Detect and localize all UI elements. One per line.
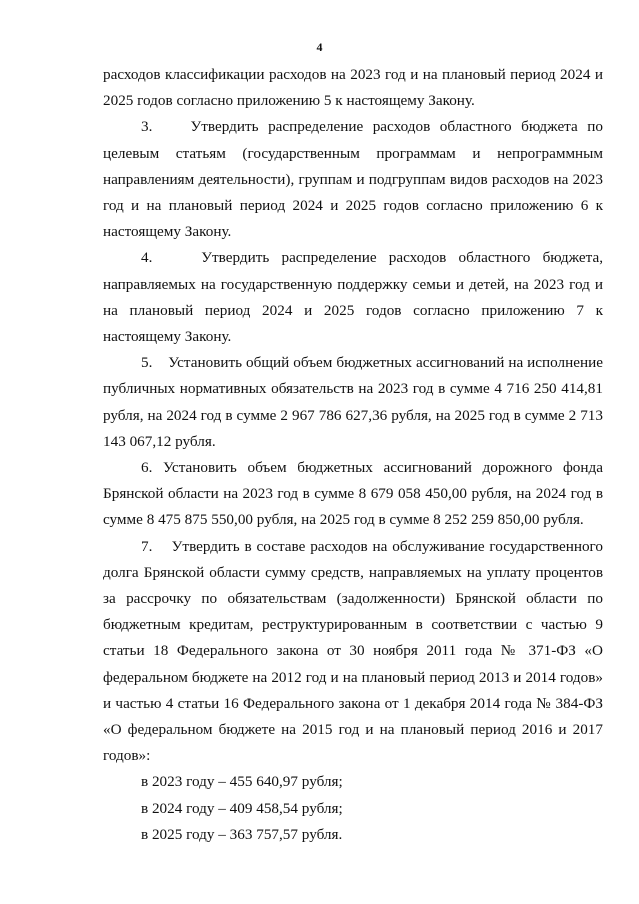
amount-2023: в 2023 году – 455 640,97 рубля; (141, 773, 343, 791)
page-number: 4 (316, 40, 323, 54)
paragraph-item-3: 3. Утвердить распределение расходов областного бюджета по целевым статьям (государственным программам и непрограммным направлениям деятельности), группам и подгруппам видов расходов на 2023 год и на плановый период 2024 и 2025 годов согласно приложению 6 к настоящему Закону. (103, 118, 603, 241)
paragraph-item-4: 4. Утвердить распределение расходов областного бюджета, направляемых на государственную поддержку семьи и детей, на 2023 год и на плановый период 2024 и 2025 годов согласно приложению 7 к настоящему Закону. (103, 249, 603, 346)
paragraph-item-7: 7. Утвердить в составе расходов на обслуживание государственного долга Брянской области сумму средств, направляемых на уплату процентов за рассрочку по обязательствам (задолженности) Брянской области по бюджетным кредитам, реструктурированным в соответствии с частью 9 статьи 18 Федерального закона от 30 ноября 2011 года № 371-ФЗ «О федеральном бюджете на 2012 год и на плановый период 2013 и 2014 годов» и частью 4 статьи 16 Федерального закона от 1 декабря 2014 года № 384-ФЗ «О федеральном бюджете на 2015 год и на плановый период 2016 и 2017 годов»: (103, 537, 603, 765)
paragraph-item-5: 5. Установить общий объем бюджетных ассигнований на исполнение публичных нормативных обязательств на 2023 год в сумме 4 716 250 414,81 рубля, на 2024 год в сумме 2 967 786 627,36 рубля, на 2025 год в сумме 2 713 143 067,12 рубля. (103, 354, 603, 450)
amount-2024: в 2024 году – 409 458,54 рубля; (141, 799, 343, 817)
paragraph-item-6: 6. Установить объем бюджетных ассигнований дорожного фонда Брянской области на 2023 год в сумме 8 679 058 450,00 рубля, на 2024 год в сумме 8 475 875 550,00 рубля, на 2025 год в сумме 8 252 259 850,00 рубля. (103, 459, 603, 529)
document-body (103, 62, 603, 848)
amount-2025: в 2025 году – 363 757,57 рубля. (141, 825, 343, 843)
paragraph-continuation: расходов классификации расходов на 2023 год и на плановый период 2024 и 2025 годов согласно приложению 5 к настоящему Закону. (103, 66, 603, 110)
amounts-list (103, 769, 603, 848)
